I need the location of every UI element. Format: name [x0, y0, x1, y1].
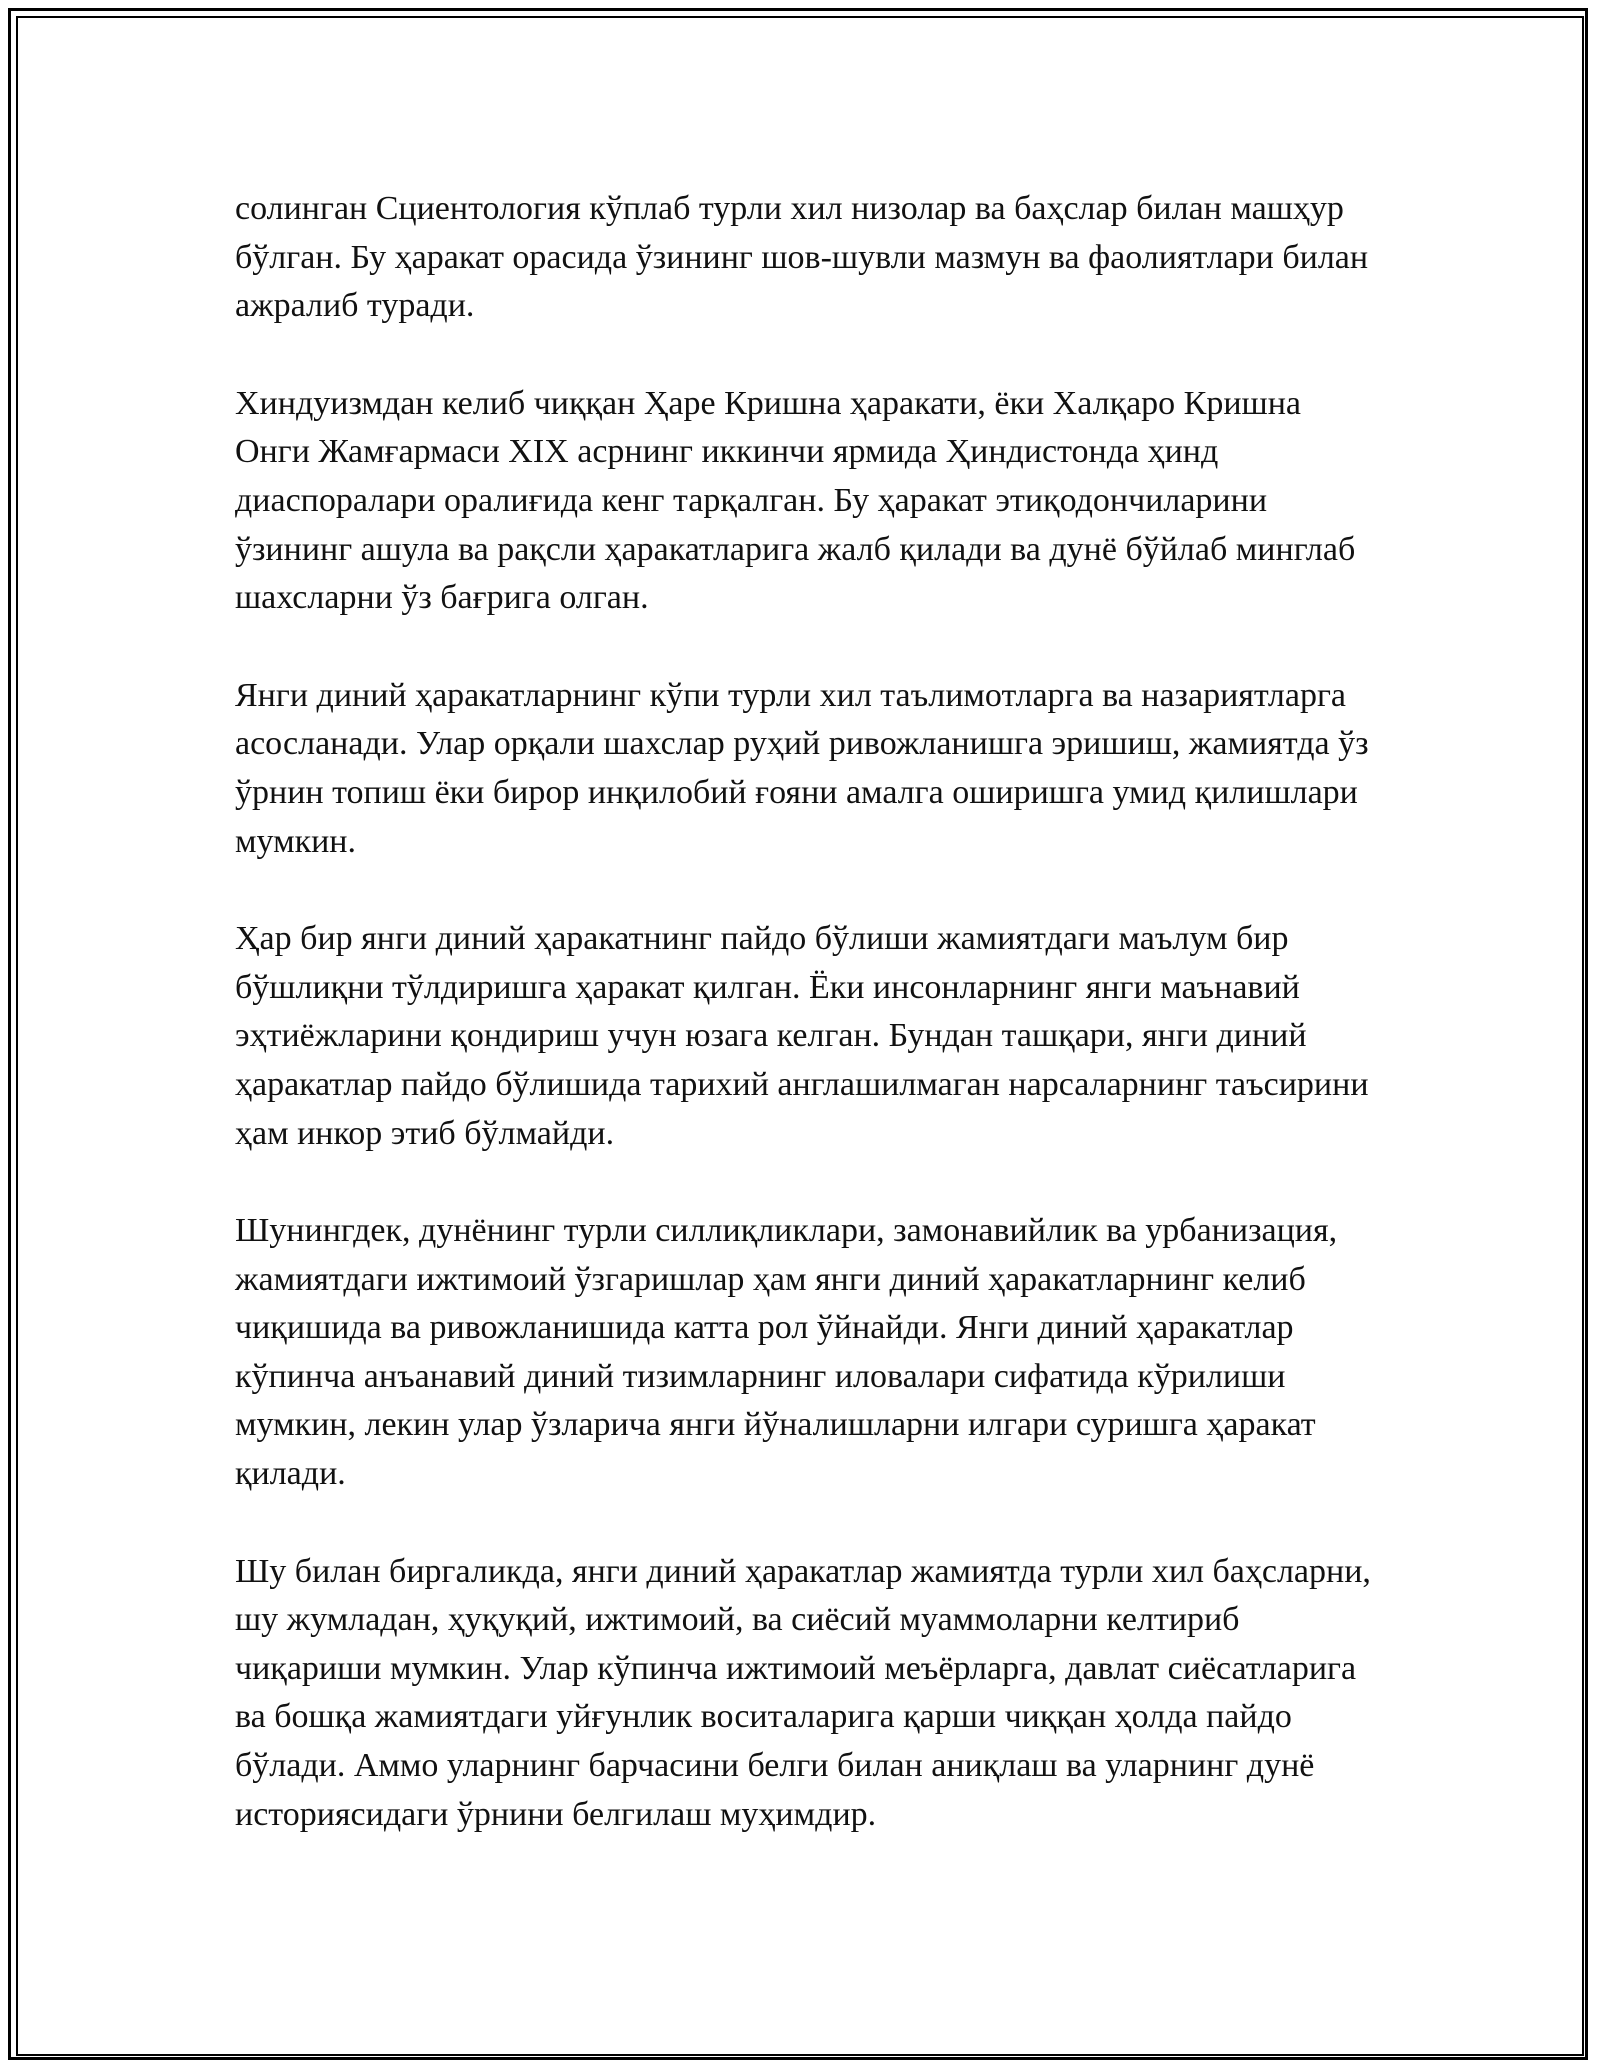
- paragraph-2: Хиндуизмдан келиб чиққан Ҳаре Кришна ҳаракати, ёки Халқаро Кришна Онги Жамғармаси XIX асрнинг иккинчи ярмида Ҳиндистонда ҳинд диаспоралари оралиғида кенг тарқалган. Бу ҳаракат этиқодончиларини ўзининг ашула ва рақсли ҳаракатларига жалб қилади ва дунё бўйлаб минглаб шахсларни ўз бағрига олган.: [235, 384, 1356, 617]
- paragraph-5: Шунингдек, дунёнинг турли силлиқликлари, замонавийлик ва урбанизация, жамиятдаги ижтимоий ўзгаришлар ҳам янги диний ҳаракатларнинг келиб чиқишида ва ривожланишида катта рол ўйнайди. Янги диний ҳаракатлар кўпинча анъанавий диний тизимларнинг иловалари сифатида кўрилиши мумкин, лекин улар ўзларича янги йўналишларни илгари суришга ҳаракат қилади.: [235, 1212, 1338, 1493]
- document-body: [235, 185, 1375, 1888]
- paragraph-3: Янги диний ҳаракатларнинг кўпи турли хил таълимотларга ва назариятларга асосланади. Улар орқали шахслар руҳий ривожланишга эришиш, жамиятда ўз ўрнин топиш ёки бирор инқилобий ғояни амалга оширишга умид қилишлари мумкин.: [235, 676, 1369, 860]
- paragraph-4: Ҳар бир янги диний ҳаракатнинг пайдо бўлиши жамиятдаги маълум бир бўшлиқни тўлдиришга ҳаракат қилган. Ёки инсонларнинг янги маънавий эҳтиёжларини қондириш учун юзага келган. Бундан ташқари, янги диний ҳаракатлар пайдо бўлишида тарихий англашилмаган нарсаларнинг таъсирини ҳам инкор этиб бўлмайди.: [235, 920, 1369, 1152]
- paragraph-6: Шу билан биргаликда, янги диний ҳаракатлар жамиятда турли хил баҳсларни, шу жумладан, ҳуқуқий, ижтимоий, ва сиёсий муаммоларни келтириб чиқариши мумкин. Улар кўпинча ижтимоий меъёрларга, давлат сиёсатларига ва бошқа жамиятдаги уйғунлик воситаларига қарши чиққан ҳолда пайдо бўлади. Аммо уларнинг барчасини белги билан аниқлаш ва уларнинг дунё историясидаги ўрнини белгилаш муҳимдир.: [235, 1552, 1371, 1833]
- paragraph-1: солинган Сциентология кўплаб турли хил низолар ва баҳслар билан машҳур бўлган. Бу ҳаракат орасида ўзининг шов-шувли мазмун ва фаолиятлари билан ажралиб туради.: [235, 190, 1369, 325]
